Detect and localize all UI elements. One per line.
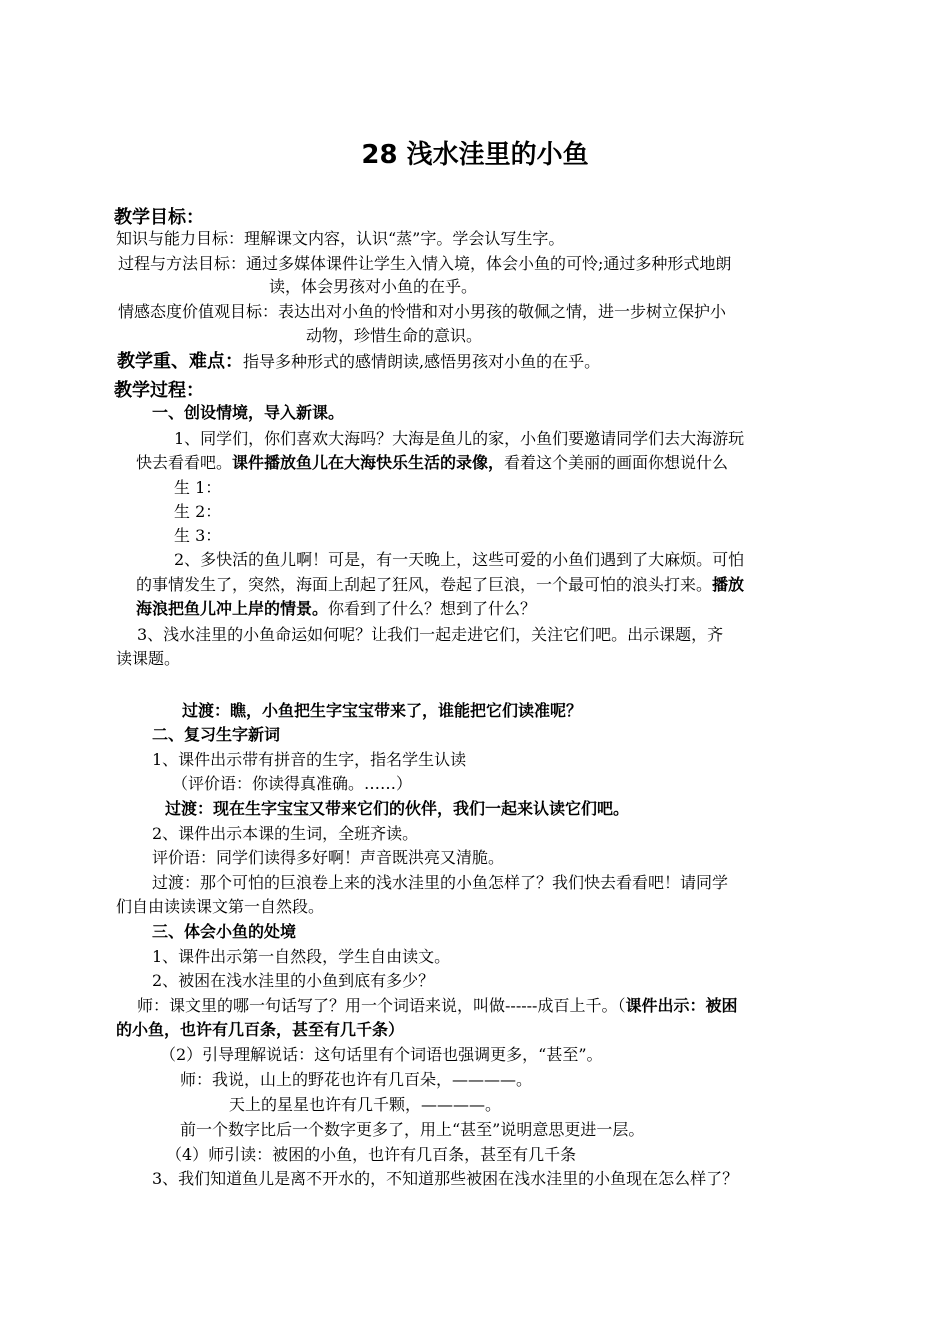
page-title: 28 浅水洼里的小鱼: [361, 140, 589, 170]
s2-para1: 1、课件出示带有拼音的生字，指名学生认读: [152, 750, 467, 769]
s1-para2-line2: [136, 574, 744, 596]
student-1: 生 1：: [174, 478, 222, 497]
s1-para1-text-c: 看着这个美丽的画面你想说什么: [504, 453, 729, 472]
objective-emotion-line2: 动物，珍惜生命的意识。: [306, 326, 483, 345]
transition-3-line2: 们自由读读课文第一自然段。: [116, 897, 325, 916]
s3-read: （4）师引读：被困的小鱼，也许有几百条，甚至有几千条: [166, 1145, 577, 1164]
s2-eval1: （评价语：你读得真准确。……）: [172, 774, 413, 793]
s3-para3: 3、我们知道鱼儿是离不开水的，不知道那些被困在浅水洼里的小鱼现在怎么样了？: [152, 1169, 739, 1188]
s3-teacher-text: 师：课文里的哪一句话写了？用一个词语来说，叫做------成百上千。（: [137, 996, 626, 1015]
objective-process-line1: 过程与方法目标：通过多媒体课件让学生入情入境，体会小鱼的可怜;通过多种形式地朗: [118, 254, 732, 273]
s1-para1-line2: [136, 452, 728, 474]
objective-knowledge: 知识与能力目标：理解课文内容，认识“蒸”字。学会认写生字。: [116, 229, 565, 248]
objective-emotion-line1: 情感态度价值观目标：表达出对小鱼的怜惜和对小男孩的敬佩之情，进一步树立保护小: [118, 302, 727, 321]
s1-para2-line3: [136, 598, 536, 620]
s2-eval2: 评价语：同学们读得多好啊！声音既洪亮又清脆。: [152, 848, 505, 867]
s1-para3-line2: 读课题。: [116, 649, 181, 668]
s2-para2: 2、课件出示本课的生词，全班齐读。: [152, 824, 419, 843]
section3-title: 三、体会小鱼的处境: [152, 922, 297, 941]
s3-guide: （2）引导理解说话：这句话里有个词语也强调更多，“甚至”。: [160, 1045, 603, 1064]
s1-para2-text-a: 的事情发生了，突然，海面上刮起了狂风，卷起了巨浪，一个最可怕的浪头打来。: [136, 575, 713, 594]
s1-para2-bold-a: 播放: [712, 575, 745, 594]
key-points: [117, 349, 600, 375]
s1-para2-line1: 2、多快活的鱼儿啊！可是，有一天晚上，这些可爱的小鱼们遇到了大麻烦。可怕: [174, 550, 745, 569]
s3-teacher-bold: 课件出示：被困: [625, 996, 738, 1015]
s1-para2-text-b: 你看到了什么？想到了什么？: [328, 599, 537, 618]
transition-1: 过渡：瞧，小鱼把生字宝宝带来了，谁能把它们读准呢？: [182, 701, 583, 720]
s1-para1-text-a: 快去看看吧。: [136, 453, 233, 472]
s3-para2: 2、被困在浅水洼里的小鱼到底有多少？: [152, 971, 435, 990]
student-2: 生 2：: [174, 502, 222, 521]
s1-para3-line1: 3、浅水洼里的小鱼命运如何呢？让我们一起走进它们，关注它们吧。出示课题，齐: [137, 625, 724, 644]
s3-explain: 前一个数字比后一个数字更多了，用上“甚至”说明意思更进一层。: [180, 1120, 645, 1139]
s1-para2-bold-b: 海浪把鱼儿冲上岸的情景。: [136, 599, 329, 618]
s1-para1-bold: 课件播放鱼儿在大海快乐生活的录像，: [232, 453, 505, 472]
transition-3-line1: 过渡：那个可怕的巨浪卷上来的浅水洼里的小鱼怎样了？我们快去看看吧！请同学: [152, 873, 729, 892]
process-heading: 教学过程：: [114, 380, 204, 401]
section2-title: 二、复习生字新词: [152, 725, 281, 744]
s1-para1-line1: 1、同学们，你们喜欢大海吗？大海是鱼儿的家，小鱼们要邀请同学们去大海游玩: [174, 429, 745, 448]
key-points-heading: 教学重、难点：: [117, 351, 243, 372]
objectives-heading: 教学目标：: [114, 207, 204, 228]
transition-2: 过渡：现在生字宝宝又带来它们的伙伴，我们一起来认读它们吧。: [165, 799, 630, 818]
s3-teacher-line1: [137, 995, 737, 1017]
s3-teacher2: 师：我说，山上的野花也许有几百朵，————。: [180, 1070, 533, 1089]
key-points-text: 指导多种形式的感情朗读,感悟男孩对小鱼的在乎。: [243, 352, 601, 371]
s3-para1: 1、课件出示第一自然段，学生自由读文。: [152, 947, 451, 966]
section1-title: 一、创设情境，导入新课。: [152, 403, 345, 422]
s3-stars: 天上的星星也许有几千颗，————。: [229, 1095, 502, 1114]
student-3: 生 3：: [174, 526, 222, 545]
objective-process-line2: 读，体会男孩对小鱼的在乎。: [269, 277, 478, 296]
s3-teacher-line2: 的小鱼，也许有几百条，甚至有几千条）: [116, 1020, 405, 1039]
